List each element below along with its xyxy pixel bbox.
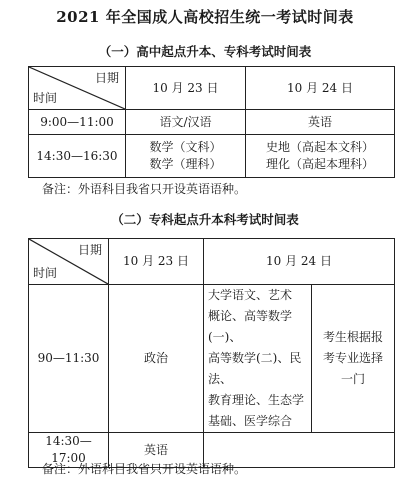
section1-note: 备注：外语科目我省只开设英语语种。 bbox=[42, 182, 247, 196]
section2-note: 备注：外语科目我省只开设英语语种。 bbox=[42, 462, 247, 476]
table1-date-oct23: 10 月 23 日 bbox=[126, 67, 246, 110]
table2-date-label: 日期 bbox=[77, 243, 102, 257]
table1-row2-time: 14:30—16:30 bbox=[29, 135, 126, 178]
table2-row1-time: 90—11:30 bbox=[29, 285, 109, 433]
table1-row1-time: 9:00—11:00 bbox=[29, 110, 126, 135]
table2-corner-cell bbox=[29, 239, 109, 285]
table2-row1-choice bbox=[312, 285, 395, 433]
subject-line: 教育理论、生态学 bbox=[208, 393, 305, 407]
table2-date-oct24: 10 月 24 日 bbox=[204, 239, 395, 285]
choice-line: 一门 bbox=[341, 372, 366, 386]
table1-row2-day2-line2: 理化（高起本理科） bbox=[265, 157, 374, 171]
choice-line: 考生根据报 bbox=[323, 330, 384, 344]
table2-date-oct23: 10 月 23 日 bbox=[109, 239, 204, 285]
table1-row1-day2: 英语 bbox=[246, 110, 395, 135]
table1-date-label: 日期 bbox=[94, 71, 119, 85]
subject-line: 大学语文、艺术 bbox=[208, 288, 293, 302]
table1-row1-day1: 语文/汉语 bbox=[126, 110, 246, 135]
subject-line: 高等数学(二)、民法、 bbox=[208, 351, 302, 386]
schedule-table-2 bbox=[28, 238, 395, 468]
choice-line: 考专业选择 bbox=[323, 351, 384, 365]
schedule-table-1 bbox=[28, 66, 395, 178]
table1-corner-cell bbox=[29, 67, 126, 110]
table2-time-label: 时间 bbox=[33, 266, 58, 280]
table1-time-label: 时间 bbox=[33, 91, 58, 105]
table1-row2-day2 bbox=[246, 135, 395, 178]
subject-line: 基础、医学综合 bbox=[208, 414, 293, 428]
page-title: 2021 年全国成人高校招生统一考试时间表 bbox=[56, 8, 354, 26]
table2-row1-day1: 政治 bbox=[109, 285, 204, 433]
table1-row2-day2-line1: 史地（高起本文科） bbox=[265, 140, 374, 154]
table2-row1-subjects bbox=[204, 285, 312, 433]
table1-row2-day1-line1: 数学（文科） bbox=[149, 140, 222, 154]
table1-date-oct24: 10 月 24 日 bbox=[246, 67, 395, 110]
table2-row2-day1: 英语 bbox=[109, 433, 204, 468]
subject-line: 概论、高等数学(一)、 bbox=[208, 309, 293, 344]
table2-row2-time: 14:30—17:00 bbox=[29, 433, 109, 468]
table1-row2-day1-line2: 数学（理科） bbox=[149, 157, 222, 171]
table1-row2-day1 bbox=[126, 135, 246, 178]
section1-heading: （一）高中起点升本、专科考试时间表 bbox=[98, 44, 312, 59]
section2-heading: （二）专科起点升本科考试时间表 bbox=[111, 212, 299, 227]
